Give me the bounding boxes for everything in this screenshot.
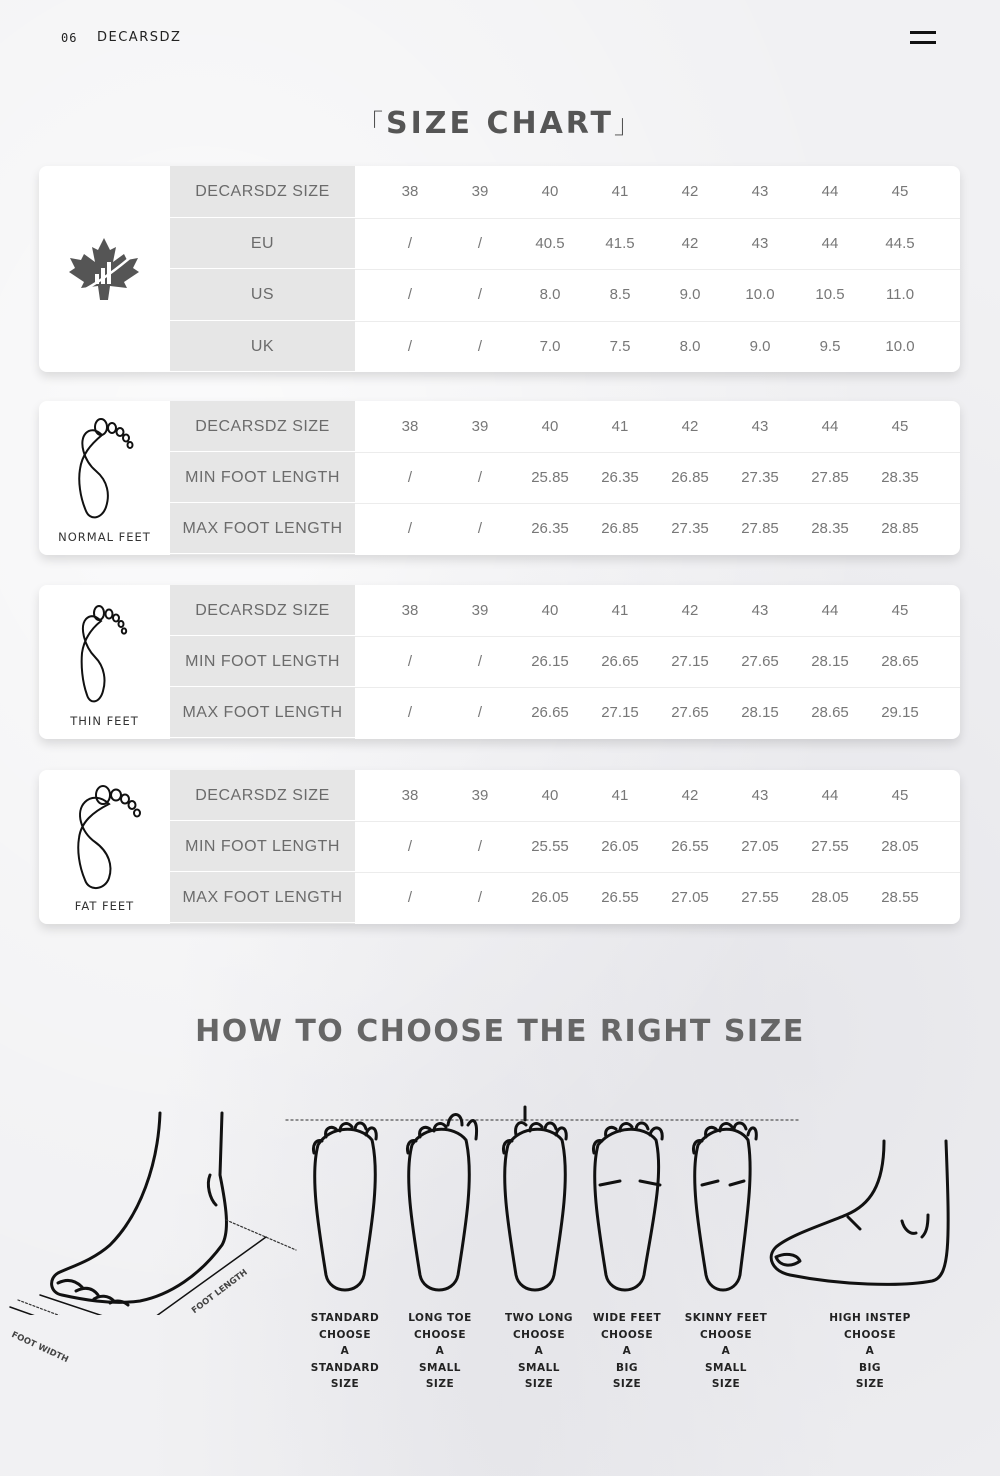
table-cell: / [407,469,413,486]
table-cell: 27.05 [671,889,709,906]
guide-label-line: LONG TOE [408,1312,472,1324]
guide-label-line: SIZE [425,1378,455,1390]
guide-label-line: HIGH INSTEP [829,1312,911,1324]
title-close-bracket: 」 [614,110,644,140]
table-cell: 9.0 [749,337,771,355]
table-cell: 44 [821,234,839,252]
logo-cell [39,166,170,372]
table-cell: 28.05 [811,889,849,906]
footprint-two-long [503,1107,566,1290]
row-label: DECARSDZ SIZE [170,166,355,218]
guide-label [385,1310,495,1393]
table-cell: 25.85 [531,469,569,486]
table-cell: 27.55 [811,838,849,855]
table-cell: / [477,520,483,537]
table-cell: 40.5 [535,234,565,252]
guide-label-line: STANDARD [310,1312,380,1324]
guide-label [572,1310,682,1393]
table-cell: 28.15 [811,653,849,670]
guide-label-line: A [435,1345,445,1357]
guide-label-line: A [340,1345,350,1357]
footprint-icon [39,585,170,715]
row-label: DECARSDZ SIZE [170,770,355,821]
row-label: MIN FOOT LENGTH [170,821,355,872]
guide-label-line: BIG [858,1361,882,1374]
table-cell: 26.65 [531,704,569,721]
table-cell: 45 [891,602,909,619]
table-cell: 38 [401,787,419,804]
table-cell: 41 [611,602,629,619]
table-cell: / [477,889,483,906]
row-label: MIN FOOT LENGTH [170,452,355,503]
foot-high-instep-icon [771,1141,948,1284]
page-number: 06 [61,31,78,45]
guide-label-line: SIZE [855,1378,885,1390]
guide-label-line: CHOOSE [413,1328,467,1341]
menu-icon[interactable] [910,31,936,45]
row-label: EU [170,218,355,270]
table-cell: 43 [751,602,769,619]
table-cell: 44 [821,602,839,619]
table-cell: / [407,286,413,303]
guide-label [290,1310,400,1393]
footprint-standard [313,1123,376,1290]
table-cell: 27.65 [741,653,779,670]
table-cell: 39 [471,183,489,200]
row-label: US [170,269,355,321]
table-cell: 44 [821,183,839,200]
table-cell: 26.85 [601,520,639,537]
table-cell: 44.5 [885,234,915,252]
guide-label-line: CHOOSE [699,1328,753,1341]
guide-label-line: SIZE [330,1378,360,1390]
foot-length-label: FOOT LENGTH [190,1267,250,1316]
table-cell: / [477,286,483,303]
guide-label-line: SMALL [418,1361,462,1374]
table-cell: 40 [541,418,559,435]
table-cell: 27.55 [741,889,779,906]
table-cell: 43 [751,418,769,435]
table-cell: 26.55 [601,889,639,906]
foot-width-label: FOOT WIDTH [9,1330,70,1366]
table-cell: 41 [611,787,629,804]
fat-feet-card [39,770,960,924]
table-cell: 26.35 [601,469,639,486]
guide-label-line: WIDE FEET [592,1312,662,1324]
row-label: UK [170,321,355,373]
row-label-column [170,166,355,372]
guide-label-line: CHOOSE [600,1328,654,1341]
footprint-icon [39,401,170,531]
table-cell: 43 [751,234,769,252]
table-cell: 28.05 [881,838,919,855]
guide-label-line: SIZE [711,1378,741,1390]
guide-label-line: BIG [615,1361,639,1374]
row-label: DECARSDZ SIZE [170,585,355,636]
table-cell: 45 [891,183,909,200]
normal-feet-card [39,401,960,555]
table-cell: 26.05 [531,889,569,906]
table-cell: 7.0 [539,337,561,355]
table-cell: 43 [751,183,769,200]
guide-label-line: A [721,1345,731,1357]
guide-label-line: CHOOSE [512,1328,566,1341]
table-cell: 29.15 [881,704,919,721]
table-cell: 10.0 [745,286,775,303]
table-cell: 27.15 [671,653,709,670]
table-cell: / [407,889,413,906]
title-text: SIZE CHART [385,106,615,141]
table-cell: 44 [821,787,839,804]
table-cell: / [477,838,483,855]
row-label: MAX FOOT LENGTH [170,687,355,738]
footprint-wide [593,1123,662,1290]
table-cell: 28.15 [741,704,779,721]
table-cell: 9.5 [819,337,841,355]
table-cell: 7.5 [609,337,631,355]
size-conversion-card [39,166,960,372]
brand-name: DECARSDZ [97,30,182,45]
row-label: MAX FOOT LENGTH [170,503,355,554]
table-cell: 28.35 [811,520,849,537]
table-cell: 25.55 [531,838,569,855]
foot-side-icon [52,1113,227,1305]
table-cell: 38 [401,602,419,619]
guide-label [815,1310,925,1393]
table-cell: 26.15 [531,653,569,670]
table-cell: 45 [891,418,909,435]
table-cell: / [477,337,483,355]
guide-label-line: SMALL [517,1361,561,1374]
guide-label-line: CHOOSE [843,1328,897,1341]
table-cell: / [407,704,413,721]
table-cell: 8.0 [539,286,561,303]
footprint-icon [39,770,170,900]
row-label-column [170,770,355,924]
footprint-skinny [693,1123,756,1290]
table-cell: 9.0 [679,286,701,303]
title-open-bracket: 「 [356,110,386,140]
guide-label-line: SIZE [612,1378,642,1390]
table-cell: 26.35 [531,520,569,537]
row-label: MIN FOOT LENGTH [170,636,355,687]
table-cell: 26.85 [671,469,709,486]
table-cell: 45 [891,787,909,804]
table-cell: / [477,704,483,721]
guide-label-line: TWO LONG [505,1312,573,1324]
guide-label [671,1310,781,1393]
guide-label-line: SIZE [524,1378,554,1390]
page-title [0,104,1000,141]
table-cell: 26.65 [601,653,639,670]
footprint-long-toe [407,1115,476,1291]
table-cell: 27.05 [741,838,779,855]
row-label-column [170,585,355,739]
table-cell: 38 [401,418,419,435]
table-cell: 42 [681,234,699,252]
table-cell: 40 [541,602,559,619]
table-cell: / [407,337,413,355]
table-cell: 41.5 [605,234,635,252]
thin-feet-icon-cell [39,585,170,739]
table-cell: 8.5 [609,286,631,303]
fat-feet-icon-cell [39,770,170,924]
table-cell: 27.85 [741,520,779,537]
maple-leaf-logo [39,166,170,372]
fat-feet-caption: FAT FEET [74,899,135,913]
table-cell: 40 [541,787,559,804]
table-cell: / [407,838,413,855]
table-cell: 42 [681,418,699,435]
guide-label-line: A [622,1345,632,1357]
normal-feet-caption: NORMAL FEET [58,530,151,544]
table-cell: 39 [471,602,489,619]
table-cell: 8.0 [679,337,701,355]
table-cell: 28.85 [881,520,919,537]
row-label: MAX FOOT LENGTH [170,872,355,923]
table-cell: 28.35 [881,469,919,486]
thin-feet-card [39,585,960,739]
table-cell: 41 [611,183,629,200]
table-cell: 39 [471,418,489,435]
table-cell: 39 [471,787,489,804]
table-cell: 28.65 [881,653,919,670]
table-cell: 27.35 [671,520,709,537]
table-cell: 42 [681,183,699,200]
table-cell: 42 [681,787,699,804]
table-cell: / [407,520,413,537]
guide-label-line: SKINNY FEET [684,1312,768,1324]
table-cell: / [407,653,413,670]
table-cell: 42 [681,602,699,619]
guide-label-line: STANDARD [310,1361,380,1374]
table-cell: 40 [541,183,559,200]
table-cell: / [407,234,413,252]
table-cell: 27.85 [811,469,849,486]
table-cell: 26.55 [671,838,709,855]
table-cell: 10.0 [885,337,915,355]
guide-label-line: A [865,1345,875,1357]
table-cell: 44 [821,418,839,435]
table-cell: 28.65 [811,704,849,721]
table-cell: 38 [401,183,419,200]
table-cell: 27.35 [741,469,779,486]
table-cell: 28.55 [881,889,919,906]
row-label-column [170,401,355,555]
table-cell: 11.0 [885,286,915,303]
guide-label-line: A [534,1345,544,1357]
guide-label-line: CHOOSE [318,1328,372,1341]
table-cell: / [477,469,483,486]
table-cell: 43 [751,787,769,804]
table-cell: 41 [611,418,629,435]
guide-title: HOW TO CHOOSE THE RIGHT SIZE [195,1014,805,1049]
table-cell: 27.65 [671,704,709,721]
table-cell: / [477,653,483,670]
table-cell: 26.05 [601,838,639,855]
guide-label-line: SMALL [704,1361,748,1374]
guide-illustrations [0,1095,1000,1315]
table-cell: 10.5 [815,286,845,303]
normal-feet-icon-cell [39,401,170,555]
thin-feet-caption: THIN FEET [70,714,139,728]
row-label: DECARSDZ SIZE [170,401,355,452]
table-cell: 27.15 [601,704,639,721]
table-cell: / [477,234,483,252]
